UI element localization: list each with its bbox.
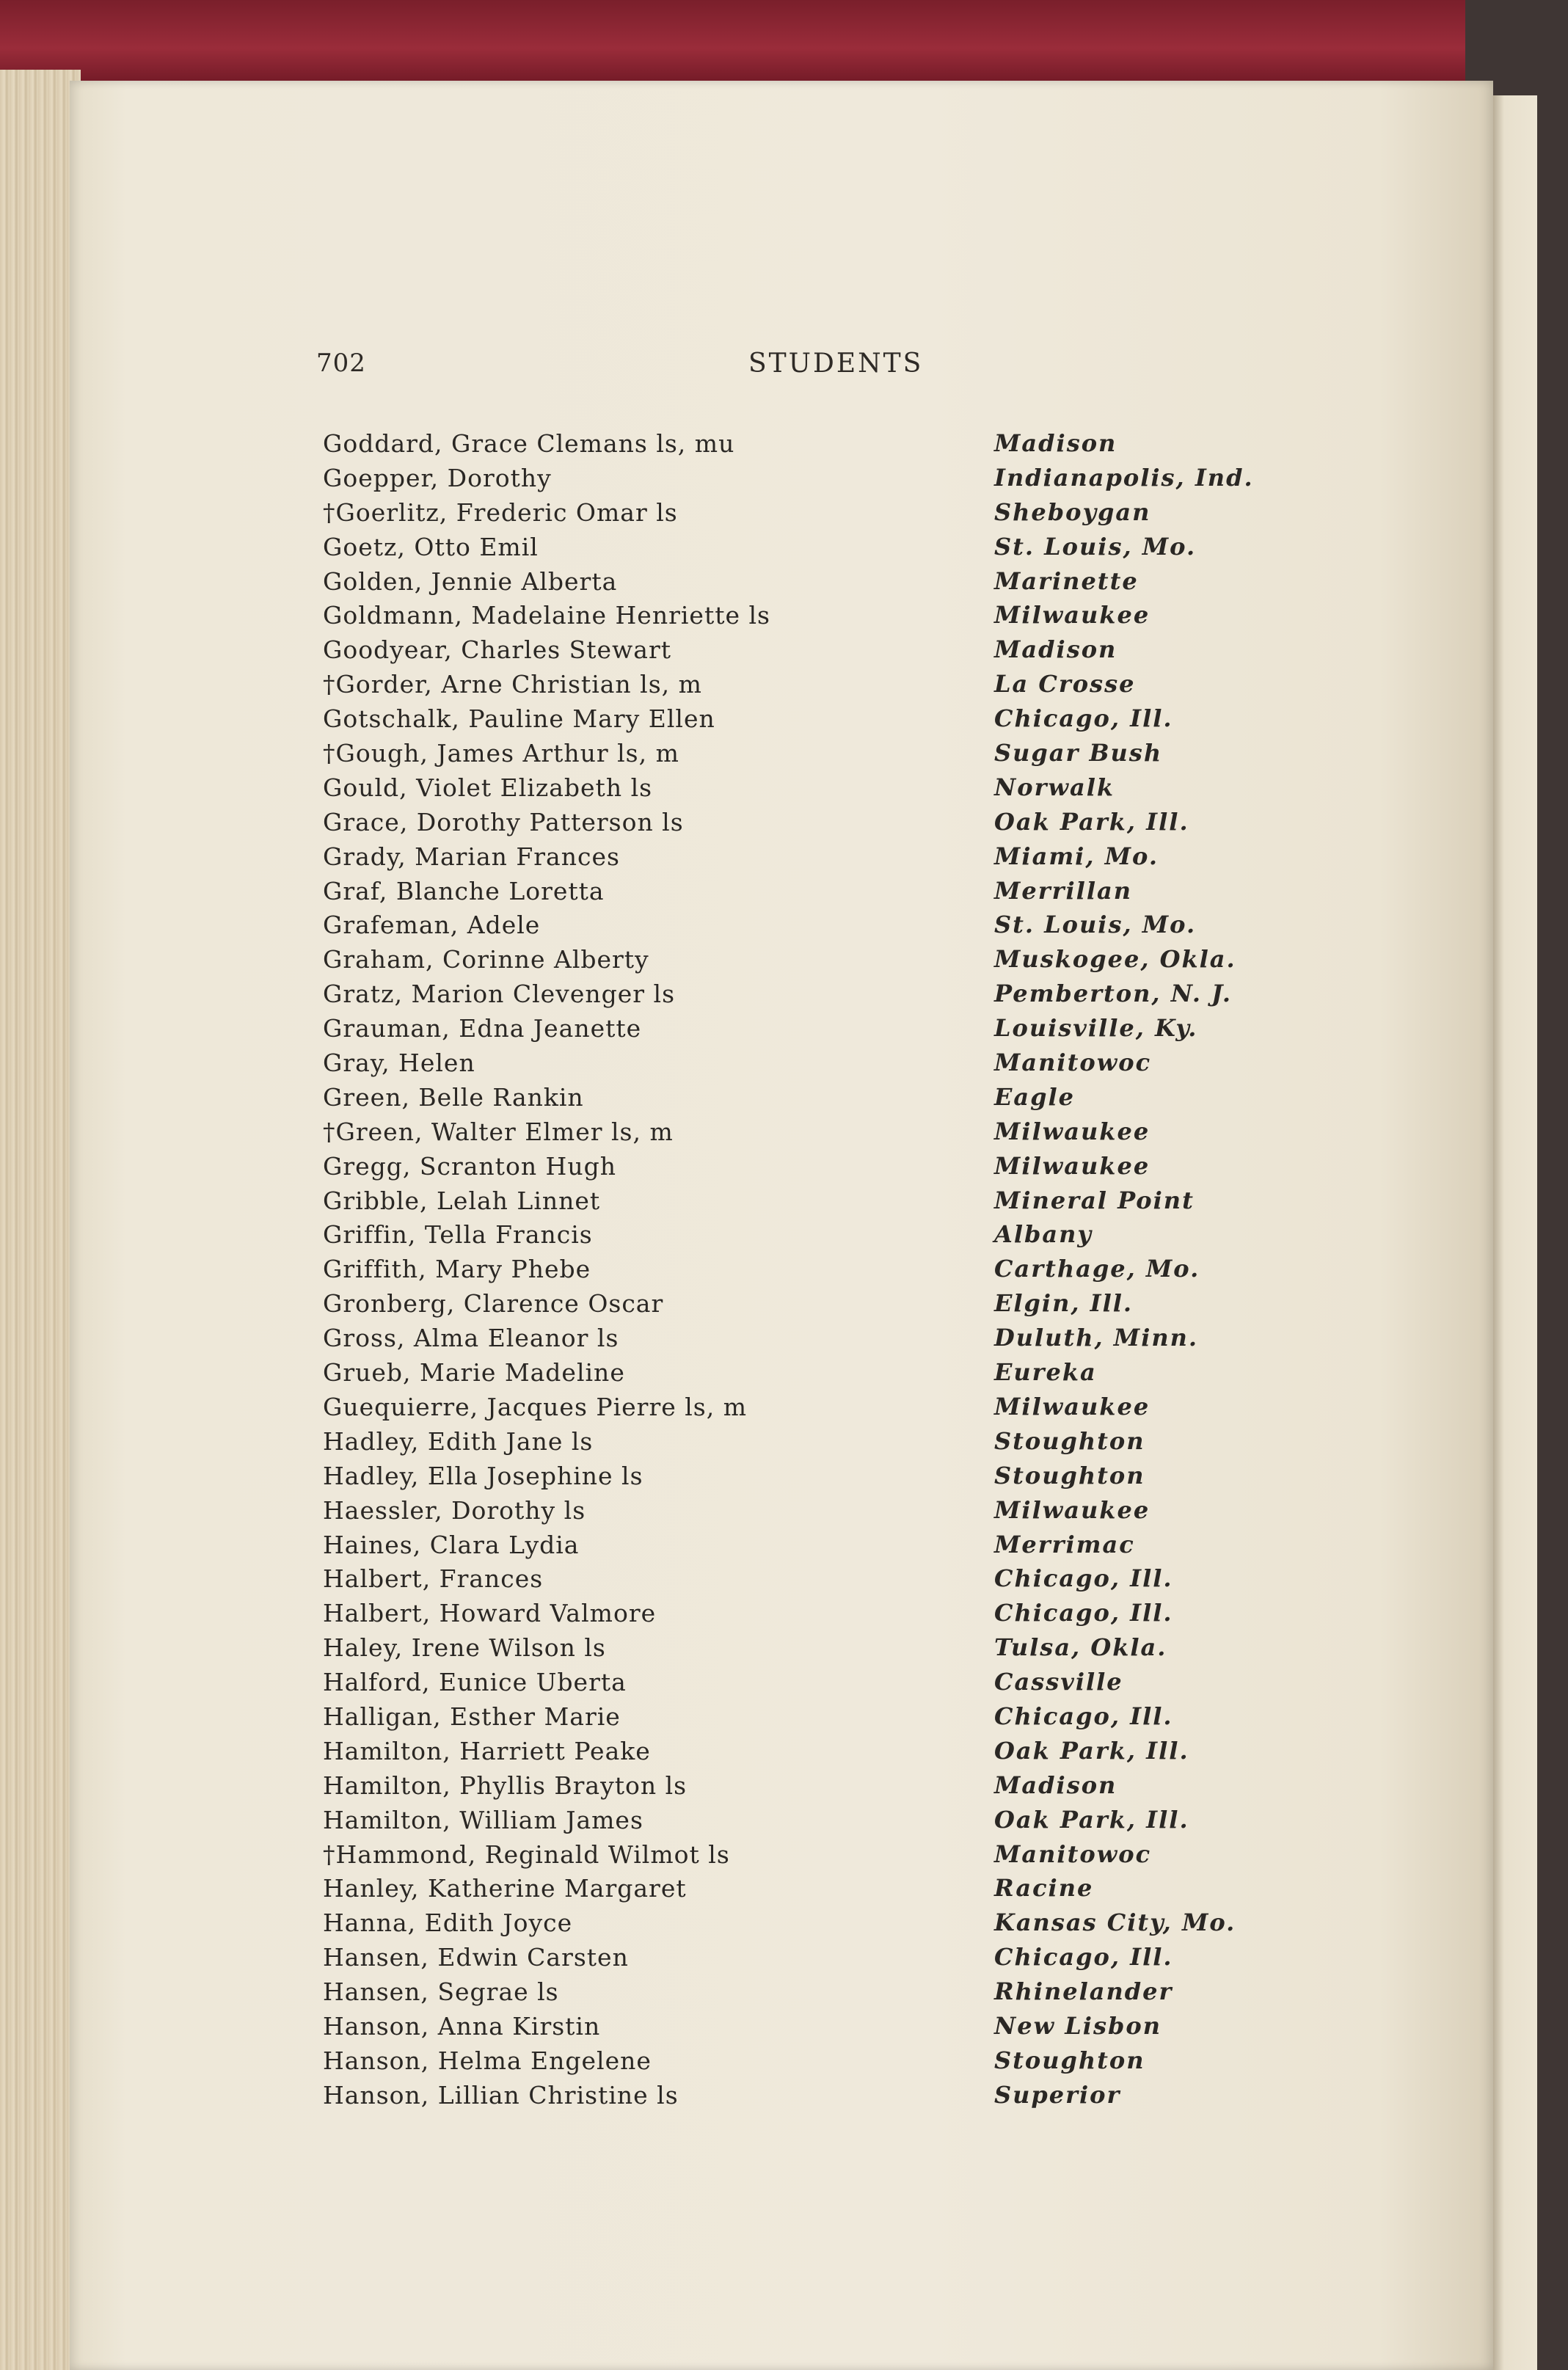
student-hometown: Tulsa, Okla. bbox=[994, 1633, 1167, 1662]
student-hometown: Sheboygan bbox=[994, 497, 1151, 526]
student-name: Hanley, Katherine Margaret bbox=[323, 1874, 687, 1903]
student-name: Golden, Jennie Alberta bbox=[323, 566, 618, 596]
student-row bbox=[70, 808, 1493, 842]
student-hometown: St. Louis, Mo. bbox=[994, 911, 1197, 939]
student-name: Hadley, Ella Josephine ls bbox=[323, 1461, 643, 1490]
student-name: Goepper, Dorothy bbox=[323, 463, 552, 492]
student-name: Hanson, Anna Kirstin bbox=[323, 2011, 601, 2041]
student-row bbox=[70, 533, 1493, 567]
student-hometown: Norwalk bbox=[994, 773, 1115, 801]
student-name: Hamilton, William James bbox=[323, 1805, 643, 1834]
student-hometown: Stoughton bbox=[994, 1426, 1145, 1455]
student-row bbox=[70, 567, 1493, 602]
student-name: Goldmann, Madelaine Henriette ls bbox=[323, 601, 770, 630]
page-edges bbox=[0, 70, 81, 2370]
student-hometown: La Crosse bbox=[994, 670, 1136, 699]
student-row bbox=[70, 1840, 1493, 1875]
student-name: Griffith, Mary Phebe bbox=[323, 1255, 591, 1284]
student-hometown: Chicago, Ill. bbox=[994, 1564, 1173, 1593]
student-name: †Hammond, Reginald Wilmot ls bbox=[323, 1840, 730, 1869]
student-row bbox=[70, 1117, 1493, 1152]
student-row bbox=[70, 1908, 1493, 1943]
student-row bbox=[70, 1393, 1493, 1427]
student-hometown: Milwaukee bbox=[994, 1117, 1151, 1145]
book-page bbox=[70, 81, 1493, 2370]
student-name: Gould, Violet Elizabeth ls bbox=[323, 773, 653, 802]
student-name: Hanson, Helma Engelene bbox=[323, 2046, 652, 2075]
student-hometown: Milwaukee bbox=[994, 1392, 1151, 1421]
student-hometown: Oak Park, Ill. bbox=[994, 1805, 1189, 1834]
student-row bbox=[70, 1943, 1493, 1977]
student-hometown: Eureka bbox=[994, 1358, 1097, 1387]
student-row bbox=[70, 464, 1493, 498]
student-hometown: Louisville, Ky. bbox=[994, 1014, 1198, 1043]
student-hometown: Merrillan bbox=[994, 876, 1132, 905]
student-row bbox=[70, 1220, 1493, 1255]
student-name: Graham, Corinne Alberty bbox=[323, 945, 649, 974]
student-name: Gronberg, Clarence Oscar bbox=[323, 1289, 664, 1319]
student-hometown: Chicago, Ill. bbox=[994, 1599, 1173, 1627]
student-row bbox=[70, 1496, 1493, 1531]
student-name: Hanson, Lillian Christine ls bbox=[323, 2080, 679, 2110]
student-hometown: Milwaukee bbox=[994, 1151, 1151, 1180]
student-name: Grace, Dorothy Patterson ls bbox=[323, 807, 684, 836]
student-name: Grauman, Edna Jeanette bbox=[323, 1014, 642, 1043]
student-hometown: Albany bbox=[994, 1220, 1093, 1249]
running-head bbox=[70, 349, 1493, 385]
student-row bbox=[70, 1531, 1493, 1565]
student-hometown: St. Louis, Mo. bbox=[994, 532, 1197, 561]
student-name: †Green, Walter Elmer ls, m bbox=[323, 1117, 674, 1146]
student-row bbox=[70, 601, 1493, 635]
student-name: Gratz, Marion Clevenger ls bbox=[323, 980, 676, 1009]
student-name: Green, Belle Rankin bbox=[323, 1082, 584, 1112]
student-row bbox=[70, 1977, 1493, 2012]
student-row bbox=[70, 1771, 1493, 1806]
student-name: Halbert, Frances bbox=[323, 1564, 544, 1594]
student-name: Hadley, Edith Jane ls bbox=[323, 1426, 594, 1456]
student-row bbox=[70, 1255, 1493, 1289]
student-hometown: Carthage, Mo. bbox=[994, 1255, 1200, 1283]
student-row bbox=[70, 1668, 1493, 1702]
student-name: Haley, Irene Wilson ls bbox=[323, 1633, 606, 1663]
student-row bbox=[70, 1427, 1493, 1462]
student-name: Goetz, Otto Emil bbox=[323, 532, 539, 561]
student-row bbox=[70, 2046, 1493, 2081]
student-hometown: Madison bbox=[994, 1771, 1117, 1799]
student-name: Goodyear, Charles Stewart bbox=[323, 635, 672, 665]
student-name: †Gorder, Arne Christian ls, m bbox=[323, 670, 702, 699]
student-hometown: Chicago, Ill. bbox=[994, 1702, 1173, 1730]
student-name: Haines, Clara Lydia bbox=[323, 1530, 580, 1559]
student-row bbox=[70, 1564, 1493, 1599]
student-row bbox=[70, 704, 1493, 739]
student-name: Goddard, Grace Clemans ls, mu bbox=[323, 429, 735, 458]
student-row bbox=[70, 739, 1493, 773]
student-hometown: Rhinelander bbox=[994, 1977, 1173, 2006]
student-name: Gross, Alma Eleanor ls bbox=[323, 1324, 619, 1353]
student-hometown: Milwaukee bbox=[994, 1495, 1151, 1524]
student-name: †Goerlitz, Frederic Omar ls bbox=[323, 497, 678, 527]
student-row bbox=[70, 1462, 1493, 1496]
student-row bbox=[70, 1806, 1493, 1840]
student-name: Gotschalk, Pauline Mary Ellen bbox=[323, 704, 715, 734]
student-hometown: Sugar Bush bbox=[994, 739, 1163, 767]
student-row bbox=[70, 1599, 1493, 1633]
page-title: STUDENTS bbox=[748, 349, 924, 379]
student-name: Halbert, Howard Valmore bbox=[323, 1599, 657, 1628]
student-row bbox=[70, 1702, 1493, 1737]
student-row bbox=[70, 670, 1493, 704]
student-row bbox=[70, 842, 1493, 877]
student-name: Grueb, Marie Madeline bbox=[323, 1358, 625, 1388]
student-name: Halligan, Esther Marie bbox=[323, 1702, 621, 1731]
student-hometown: Superior bbox=[994, 2080, 1121, 2109]
student-name: Halford, Eunice Uberta bbox=[323, 1668, 627, 1697]
student-name: Grady, Marian Frances bbox=[323, 842, 620, 871]
student-row bbox=[70, 877, 1493, 911]
student-hometown: Milwaukee bbox=[994, 601, 1151, 630]
student-name: Griffin, Tella Francis bbox=[323, 1220, 593, 1250]
student-row bbox=[70, 945, 1493, 980]
student-row bbox=[70, 429, 1493, 464]
student-row bbox=[70, 2012, 1493, 2046]
student-name: Grafeman, Adele bbox=[323, 911, 541, 940]
student-row bbox=[70, 635, 1493, 670]
student-row bbox=[70, 498, 1493, 533]
student-name: Gribble, Lelah Linnet bbox=[323, 1186, 601, 1215]
student-hometown: New Lisbon bbox=[994, 2011, 1162, 2040]
student-row bbox=[70, 1324, 1493, 1358]
student-list bbox=[70, 429, 1493, 2115]
student-name: Gregg, Scranton Hugh bbox=[323, 1151, 616, 1181]
student-row bbox=[70, 1289, 1493, 1324]
student-row bbox=[70, 1358, 1493, 1393]
student-row bbox=[70, 1152, 1493, 1186]
student-row bbox=[70, 1874, 1493, 1908]
student-hometown: Stoughton bbox=[994, 2046, 1145, 2074]
student-name: Hansen, Segrae ls bbox=[323, 1977, 559, 2007]
student-name: Haessler, Dorothy ls bbox=[323, 1495, 586, 1525]
page-number: 702 bbox=[316, 349, 366, 378]
student-hometown: Mineral Point bbox=[994, 1186, 1195, 1214]
student-row bbox=[70, 2081, 1493, 2115]
student-name: Guequierre, Jacques Pierre ls, m bbox=[323, 1392, 747, 1421]
student-row bbox=[70, 1083, 1493, 1117]
student-hometown: Madison bbox=[994, 429, 1117, 457]
student-row bbox=[70, 980, 1493, 1014]
book-cover-top bbox=[0, 0, 1568, 88]
student-hometown: Chicago, Ill. bbox=[994, 704, 1173, 733]
student-row bbox=[70, 1049, 1493, 1083]
student-name: Gray, Helen bbox=[323, 1049, 475, 1078]
student-hometown: Duluth, Minn. bbox=[994, 1324, 1199, 1352]
student-hometown: Stoughton bbox=[994, 1461, 1145, 1490]
student-hometown: Elgin, Ill. bbox=[994, 1289, 1134, 1318]
student-row bbox=[70, 1014, 1493, 1049]
student-name: Hamilton, Harriett Peake bbox=[323, 1736, 651, 1765]
student-hometown: Oak Park, Ill. bbox=[994, 807, 1189, 836]
student-hometown: Racine bbox=[994, 1874, 1094, 1903]
student-hometown: Cassville bbox=[994, 1668, 1123, 1696]
student-hometown: Merrimac bbox=[994, 1530, 1135, 1558]
student-hometown: Muskogee, Okla. bbox=[994, 945, 1236, 974]
student-name: Graf, Blanche Loretta bbox=[323, 876, 605, 905]
facing-page-edge bbox=[1493, 95, 1537, 2370]
student-hometown: Pemberton, N. J. bbox=[994, 980, 1232, 1008]
student-hometown: Miami, Mo. bbox=[994, 842, 1159, 870]
student-hometown: Indianapolis, Ind. bbox=[994, 463, 1254, 492]
student-hometown: Eagle bbox=[994, 1082, 1076, 1111]
student-hometown: Manitowoc bbox=[994, 1049, 1152, 1077]
student-name: Hamilton, Phyllis Brayton ls bbox=[323, 1771, 688, 1800]
student-row bbox=[70, 1737, 1493, 1771]
student-name: †Gough, James Arthur ls, m bbox=[323, 739, 679, 768]
student-row bbox=[70, 1633, 1493, 1668]
student-hometown: Kansas City, Mo. bbox=[994, 1908, 1236, 1937]
student-hometown: Marinette bbox=[994, 566, 1139, 595]
student-row bbox=[70, 773, 1493, 808]
student-name: Hansen, Edwin Carsten bbox=[323, 1943, 629, 1972]
student-hometown: Oak Park, Ill. bbox=[994, 1736, 1189, 1765]
student-row bbox=[70, 911, 1493, 945]
student-row bbox=[70, 1186, 1493, 1221]
student-hometown: Manitowoc bbox=[994, 1840, 1152, 1868]
student-hometown: Chicago, Ill. bbox=[994, 1943, 1173, 1972]
student-hometown: Madison bbox=[994, 635, 1117, 664]
student-name: Hanna, Edith Joyce bbox=[323, 1908, 573, 1938]
